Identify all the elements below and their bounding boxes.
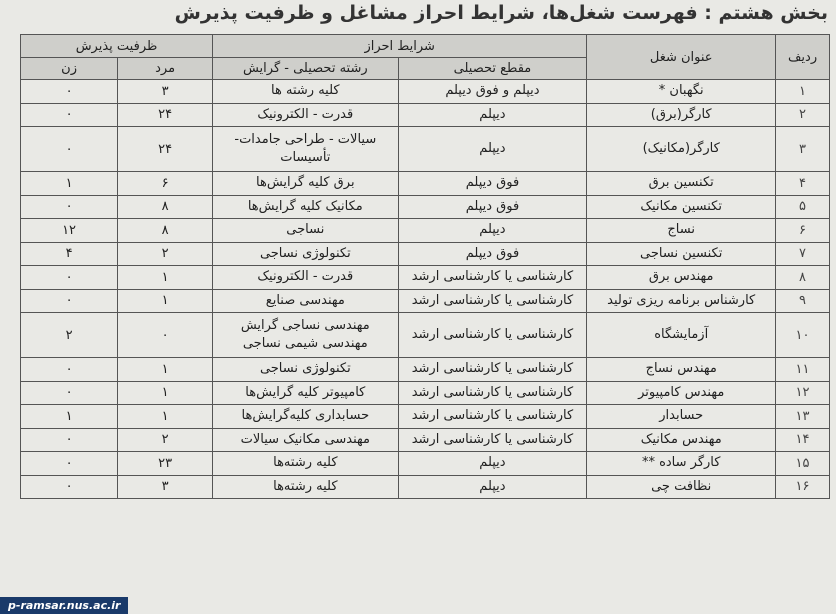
education-level-cell: فوق دیپلم <box>398 195 587 219</box>
field-of-study-cell: حسابداری کلیه‌گرایش‌ها <box>213 405 399 429</box>
row-number-cell: ۸ <box>776 266 830 290</box>
site-watermark: p-ramsar.nus.ac.ir <box>0 597 128 614</box>
education-level-cell: کارشناسی یا کارشناسی ارشد <box>398 381 587 405</box>
field-of-study-cell: تکنولوژی نساجی <box>213 358 399 382</box>
field-of-study-cell: برق کلیه گرایش‌ها <box>213 172 399 196</box>
header-job-title: عنوان شغل <box>587 35 776 80</box>
row-number-cell: ۹ <box>776 289 830 313</box>
education-level-cell: دیپلم <box>398 219 587 243</box>
table-body <box>21 80 830 499</box>
female-capacity-cell: ۲ <box>21 313 118 358</box>
field-of-study-cell: مکانیک کلیه گرایش‌ها <box>213 195 399 219</box>
field-of-study-cell: تکنولوژی نساجی <box>213 242 399 266</box>
header-field-of-study: رشته تحصیلی - گرایش <box>213 58 399 80</box>
education-level-cell: دیپلم <box>398 127 587 172</box>
field-of-study-cell: کامپیوتر کلیه گرایش‌ها <box>213 381 399 405</box>
row-number-cell: ۱۶ <box>776 475 830 499</box>
row-number-cell: ۱ <box>776 80 830 104</box>
row-number-cell: ۱۰ <box>776 313 830 358</box>
education-level-cell: فوق دیپلم <box>398 242 587 266</box>
table-row <box>21 242 830 266</box>
page-title: بخش هشتم : فهرست شغل‌ها، شرایط احراز مشاغل و ظرفیت پذیرش <box>174 2 828 24</box>
header-qualifications: شرایط احراز <box>213 35 587 58</box>
male-capacity-cell: ۱ <box>118 358 213 382</box>
jobs-table <box>20 34 830 499</box>
male-capacity-cell: ۲۳ <box>118 452 213 476</box>
job-title-cell: مهندس نساج <box>587 358 776 382</box>
job-title-cell: مهندس کامپیوتر <box>587 381 776 405</box>
female-capacity-cell: ۰ <box>21 80 118 104</box>
row-number-cell: ۴ <box>776 172 830 196</box>
field-of-study-cell: سیالات - طراحی جامدات- تأسیسات <box>213 127 399 172</box>
header-female: زن <box>21 58 118 80</box>
field-of-study-cell: کلیه رشته‌ها <box>213 452 399 476</box>
job-title-cell: مهندس برق <box>587 266 776 290</box>
row-number-cell: ۱۵ <box>776 452 830 476</box>
female-capacity-cell: ۰ <box>21 428 118 452</box>
job-title-cell: کارگر(مکانیک) <box>587 127 776 172</box>
table-row <box>21 195 830 219</box>
table-row <box>21 405 830 429</box>
education-level-cell: کارشناسی یا کارشناسی ارشد <box>398 313 587 358</box>
row-number-cell: ۷ <box>776 242 830 266</box>
female-capacity-cell: ۰ <box>21 452 118 476</box>
table-row <box>21 266 830 290</box>
field-of-study-cell: مهندسی نساجی گرایش مهندسی شیمی نساجی <box>213 313 399 358</box>
education-level-cell: کارشناسی یا کارشناسی ارشد <box>398 266 587 290</box>
female-capacity-cell: ۰ <box>21 358 118 382</box>
job-title-cell: تکنسین نساجی <box>587 242 776 266</box>
female-capacity-cell: ۰ <box>21 195 118 219</box>
female-capacity-cell: ۴ <box>21 242 118 266</box>
field-of-study-cell: مهندسی صنایع <box>213 289 399 313</box>
table-row <box>21 127 830 172</box>
field-of-study-cell: نساجی <box>213 219 399 243</box>
field-of-study-cell: مهندسی مکانیک سیالات <box>213 428 399 452</box>
table-row <box>21 452 830 476</box>
female-capacity-cell: ۱ <box>21 405 118 429</box>
male-capacity-cell: ۶ <box>118 172 213 196</box>
education-level-cell: کارشناسی یا کارشناسی ارشد <box>398 428 587 452</box>
education-level-cell: دیپلم <box>398 103 587 127</box>
education-level-cell: کارشناسی یا کارشناسی ارشد <box>398 289 587 313</box>
male-capacity-cell: ۱ <box>118 266 213 290</box>
row-number-cell: ۱۱ <box>776 358 830 382</box>
male-capacity-cell: ۸ <box>118 195 213 219</box>
female-capacity-cell: ۰ <box>21 127 118 172</box>
field-of-study-cell: قدرت - الکترونیک <box>213 266 399 290</box>
male-capacity-cell: ۳ <box>118 80 213 104</box>
table-header <box>21 35 830 80</box>
male-capacity-cell: ۱ <box>118 381 213 405</box>
table-row <box>21 358 830 382</box>
job-title-cell: نساج <box>587 219 776 243</box>
male-capacity-cell: ۸ <box>118 219 213 243</box>
header-male: مرد <box>118 58 213 80</box>
male-capacity-cell: ۲ <box>118 242 213 266</box>
job-title-cell: تکنسین مکانیک <box>587 195 776 219</box>
row-number-cell: ۶ <box>776 219 830 243</box>
field-of-study-cell: کلیه رشته‌ها <box>213 475 399 499</box>
female-capacity-cell: ۰ <box>21 289 118 313</box>
job-title-cell: کارشناس برنامه ریزی تولید <box>587 289 776 313</box>
row-number-cell: ۱۲ <box>776 381 830 405</box>
table-row <box>21 172 830 196</box>
row-number-cell: ۲ <box>776 103 830 127</box>
row-number-cell: ۱۳ <box>776 405 830 429</box>
job-title-cell: مهندس مکانیک <box>587 428 776 452</box>
table-row <box>21 103 830 127</box>
table-row <box>21 475 830 499</box>
job-title-cell: تکنسین برق <box>587 172 776 196</box>
education-level-cell: فوق دیپلم <box>398 172 587 196</box>
female-capacity-cell: ۱۲ <box>21 219 118 243</box>
table-row <box>21 80 830 104</box>
table-row <box>21 428 830 452</box>
male-capacity-cell: ۲ <box>118 428 213 452</box>
job-title-cell: نظافت چی <box>587 475 776 499</box>
female-capacity-cell: ۰ <box>21 381 118 405</box>
female-capacity-cell: ۰ <box>21 475 118 499</box>
male-capacity-cell: ۲۴ <box>118 103 213 127</box>
field-of-study-cell: قدرت - الکترونیک <box>213 103 399 127</box>
table-row <box>21 381 830 405</box>
male-capacity-cell: ۱ <box>118 405 213 429</box>
row-number-cell: ۱۴ <box>776 428 830 452</box>
job-title-cell: کارگر ساده ** <box>587 452 776 476</box>
female-capacity-cell: ۰ <box>21 266 118 290</box>
education-level-cell: کارشناسی یا کارشناسی ارشد <box>398 405 587 429</box>
job-title-cell: حسابدار <box>587 405 776 429</box>
education-level-cell: دیپلم <box>398 475 587 499</box>
header-capacity: ظرفیت پذیرش <box>21 35 213 58</box>
header-education-level: مقطع تحصیلی <box>398 58 587 80</box>
male-capacity-cell: ۱ <box>118 289 213 313</box>
job-title-cell: آزمایشگاه <box>587 313 776 358</box>
table-row <box>21 289 830 313</box>
female-capacity-cell: ۱ <box>21 172 118 196</box>
job-title-cell: نگهبان * <box>587 80 776 104</box>
row-number-cell: ۵ <box>776 195 830 219</box>
header-row-no: ردیف <box>776 35 830 80</box>
male-capacity-cell: ۳ <box>118 475 213 499</box>
table-row <box>21 313 830 358</box>
field-of-study-cell: کلیه رشته ها <box>213 80 399 104</box>
male-capacity-cell: ۲۴ <box>118 127 213 172</box>
job-title-cell: کارگر(برق) <box>587 103 776 127</box>
male-capacity-cell: ۰ <box>118 313 213 358</box>
table-row <box>21 219 830 243</box>
row-number-cell: ۳ <box>776 127 830 172</box>
education-level-cell: دیپلم و فوق دیپلم <box>398 80 587 104</box>
education-level-cell: دیپلم <box>398 452 587 476</box>
female-capacity-cell: ۰ <box>21 103 118 127</box>
education-level-cell: کارشناسی یا کارشناسی ارشد <box>398 358 587 382</box>
